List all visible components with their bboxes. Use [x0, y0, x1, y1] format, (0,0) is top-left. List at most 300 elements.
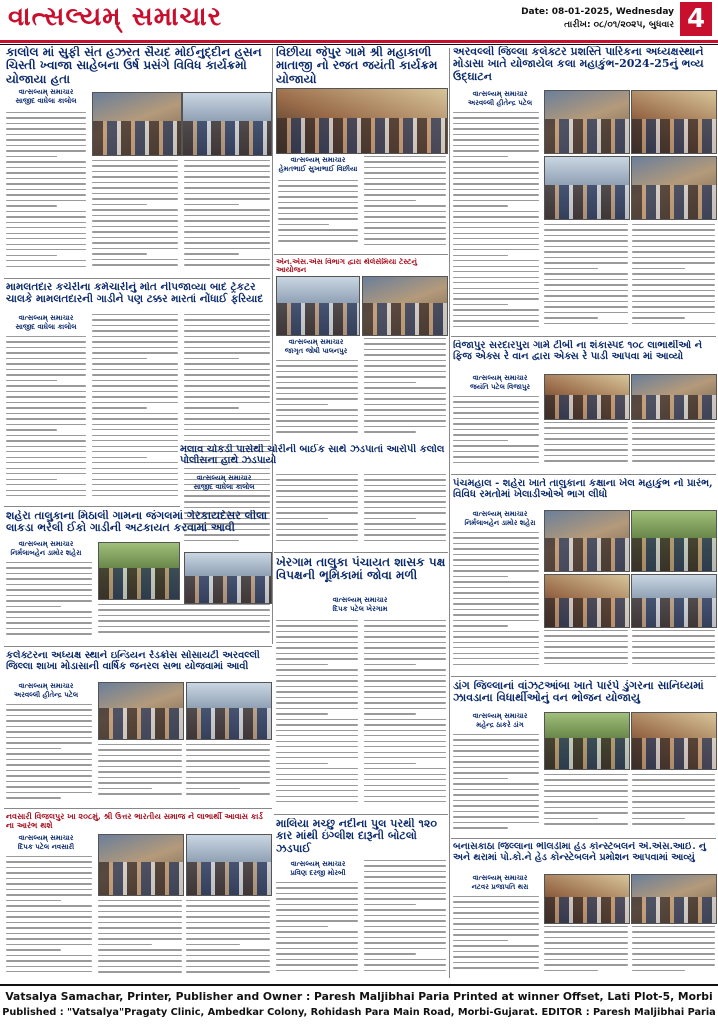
body-text-line	[364, 724, 446, 725]
body-text-line	[276, 490, 358, 491]
body-text-line	[453, 150, 539, 151]
article-byline: વાત્સલ્યમ્ સમાચાર સાજીદ વાઘેલા કાલોલ	[193, 474, 255, 491]
article-byline: વાત્સલ્યમ્ સમાચાર સાજીદ વાઘેલા કાલોલ	[15, 88, 77, 105]
body-text-line	[184, 176, 270, 177]
body-text-line	[364, 719, 446, 720]
body-text-line	[92, 490, 178, 491]
body-text-line	[6, 451, 86, 452]
body-text-line	[364, 708, 446, 709]
body-text-line	[6, 916, 92, 917]
body-text-line	[276, 752, 358, 753]
body-text-line	[186, 782, 270, 783]
body-text-line	[92, 204, 147, 205]
body-text-line	[364, 713, 416, 714]
body-text-line	[276, 409, 358, 410]
body-text-line	[6, 490, 86, 491]
body-text-line	[6, 418, 86, 419]
body-text-line	[453, 128, 539, 129]
body-text-line	[364, 485, 446, 486]
body-text-line	[92, 347, 178, 348]
body-text-line	[364, 244, 446, 245]
article-photo	[184, 552, 272, 604]
body-text-line	[98, 755, 182, 756]
body-text-line	[364, 675, 446, 676]
body-text-line	[6, 726, 92, 727]
body-text-line	[98, 782, 182, 783]
body-text-line	[92, 380, 178, 381]
body-text-line	[184, 231, 270, 232]
body-text-line	[453, 456, 539, 457]
body-text-line	[276, 937, 358, 938]
body-text-line	[6, 112, 86, 113]
body-text-line	[453, 194, 539, 195]
body-text-line	[276, 479, 358, 480]
body-text-line	[364, 189, 446, 190]
article-body	[6, 112, 86, 272]
body-text-line	[98, 911, 182, 912]
article-body	[278, 180, 358, 250]
body-text-line	[364, 909, 446, 910]
article-body	[98, 744, 182, 804]
body-text-line	[453, 822, 539, 823]
article-body	[186, 900, 270, 978]
body-text-line	[186, 766, 270, 767]
body-text-line	[184, 237, 270, 238]
body-text-line	[6, 878, 92, 879]
body-text-line	[6, 200, 86, 201]
body-text-line	[6, 922, 92, 923]
body-text-line	[364, 161, 446, 162]
article-body	[276, 474, 358, 548]
body-text-line	[276, 518, 328, 519]
article-body	[276, 620, 358, 810]
body-text-line	[544, 931, 628, 932]
body-text-line	[453, 134, 539, 135]
article-body	[453, 532, 539, 672]
body-text-line	[6, 960, 92, 961]
body-text-line	[92, 479, 178, 480]
body-text-line	[6, 249, 86, 250]
date-gujarati: તારીખ: ૦૮/૦૧/૨૦૨૫, બુધવાર	[564, 20, 674, 30]
body-text-line	[364, 529, 446, 530]
article-body	[544, 224, 628, 332]
body-text-line	[276, 485, 358, 486]
body-text-line	[6, 567, 92, 568]
body-text-line	[364, 178, 446, 179]
article-body	[632, 774, 715, 834]
body-text-line	[276, 768, 358, 769]
body-text-line	[276, 774, 358, 775]
body-text-line	[276, 540, 358, 541]
body-text-line	[98, 949, 182, 950]
body-text-line	[544, 937, 628, 938]
body-text-line	[6, 600, 92, 601]
body-text-line	[276, 730, 358, 731]
body-text-line	[6, 617, 92, 618]
article-body	[186, 744, 270, 804]
body-text-line	[184, 352, 270, 353]
body-text-line	[453, 896, 539, 897]
body-text-line	[6, 457, 86, 458]
body-text-line	[453, 745, 539, 746]
body-text-line	[276, 746, 358, 747]
body-text-line	[453, 587, 539, 588]
body-text-line	[364, 882, 446, 883]
body-text-line	[453, 156, 508, 157]
body-text-line	[276, 904, 358, 905]
body-text-line	[364, 200, 416, 201]
body-text-line	[276, 920, 358, 921]
body-text-line	[364, 796, 446, 797]
article-body	[184, 160, 270, 270]
body-text-line	[276, 757, 358, 758]
body-text-line	[632, 433, 715, 434]
article-separator	[274, 814, 448, 815]
article-headline: નવસારી વિજલપુર ખા ૨૦૮મું, શ્રી ઉત્તર ભારતીય સમાજ ને લાભાર્થી આવાસ કાર્ડ ના આરંભ થશે	[6, 812, 263, 830]
body-text-line	[184, 187, 270, 188]
body-text-line	[276, 882, 358, 883]
body-text-line	[6, 172, 86, 173]
body-text-line	[364, 620, 446, 621]
body-text-line	[6, 266, 86, 267]
article-headline: ડાંગ જિલ્લાનાં વાંઝટઆંબા ખાતે પારંપે ડુંગરના સાનિધ્યમાં ઝાવડાના વિધાર્થીઓનું વન ભોજન યોજાયુ	[453, 680, 704, 705]
body-text-line	[453, 434, 539, 435]
body-text-line	[632, 812, 715, 813]
article-headline: મલાવ ચોકડી પાસેથી ચોરીની બાઈક સાથે ઝડપાતાં આરોપી કલોલ પોલીસના હાથે ઝડપાયો	[180, 444, 445, 467]
body-text-line	[544, 796, 628, 797]
body-text-line	[92, 330, 178, 331]
body-text-line	[632, 807, 715, 808]
body-text-line	[276, 631, 358, 632]
body-text-line	[544, 268, 598, 269]
article-body	[632, 422, 715, 470]
body-text-line	[6, 150, 86, 151]
body-text-line	[98, 900, 182, 901]
article-body	[364, 474, 446, 548]
article-photo	[362, 276, 448, 336]
body-text-line	[364, 774, 446, 775]
body-text-line	[364, 735, 446, 736]
article-separator	[4, 646, 272, 647]
article-photo	[631, 90, 717, 154]
body-text-line	[364, 898, 446, 899]
body-text-line	[544, 641, 628, 642]
body-text-line	[92, 484, 178, 485]
article-photo	[631, 574, 717, 628]
article-byline: વાત્સલ્યમ્ સમાચાર જાગૃત જોષી પાલનપુર	[284, 338, 348, 355]
body-text-line	[544, 323, 628, 324]
body-text-line	[453, 396, 539, 397]
article-body	[544, 630, 628, 672]
article-headline: અરવલ્લી જિલ્લા કલેક્ટર પ્રશસ્તિ પારિકના અધ્યક્ષસ્થાને મોડાસા ખાતે યોજાયેલ કલા મહાકુંભ-2024-25નું ભવ્ય ઉદ્ઘાટન	[453, 46, 704, 83]
body-text-line	[364, 523, 446, 524]
body-text-line	[632, 229, 715, 230]
body-text-line	[453, 412, 539, 413]
body-text-line	[453, 167, 539, 168]
body-text-line	[276, 507, 358, 508]
body-text-line	[184, 336, 270, 337]
body-text-line	[364, 172, 446, 173]
article-body	[632, 224, 715, 332]
body-text-line	[453, 761, 539, 762]
page-number: 4	[680, 2, 712, 36]
body-text-line	[544, 224, 628, 225]
body-text-line	[364, 653, 446, 654]
masthead	[0, 0, 718, 40]
body-text-line	[6, 955, 92, 956]
body-text-line	[186, 793, 270, 794]
body-text-line	[184, 319, 270, 320]
body-text-line	[364, 631, 446, 632]
body-text-line	[92, 336, 178, 337]
body-text-line	[364, 942, 446, 943]
body-text-line	[6, 227, 86, 228]
body-text-line	[276, 887, 358, 888]
body-text-line	[184, 242, 270, 243]
body-text-line	[632, 964, 715, 965]
body-text-line	[184, 424, 270, 425]
body-text-line	[6, 260, 86, 261]
body-text-line	[364, 937, 446, 938]
body-text-line	[6, 238, 86, 239]
body-text-line	[6, 341, 86, 342]
body-text-line	[276, 915, 358, 916]
article-headline: મામલતદાર કચેરીના કર્મચારીનું મોત નીપજાવ્યા બાદ ટ્રેકટર ચાલકે મામલતદારની ગાડીને પણ ટક્કર મારતાં નોંધાઈ ફરિયાદ	[6, 282, 264, 305]
body-text-line	[453, 183, 539, 184]
body-text-line	[276, 647, 358, 648]
body-text-line	[276, 948, 358, 949]
article-headline: વિછીયા જેપુર ગામે શ્રી મહાકાળી માતાજી નો રજત જયંતી કાર્યક્રમ યોજાયો	[276, 46, 438, 86]
body-text-line	[364, 404, 446, 405]
body-text-line	[186, 960, 270, 961]
body-text-line	[92, 253, 147, 254]
body-text-line	[453, 800, 539, 801]
article-headline: ખેરગામ તાલુકા પંચાયત શાસક પક્ષ વિપક્ષની ભૂમિકામાં જોવા મળી	[276, 556, 446, 583]
body-text-line	[544, 295, 628, 296]
body-text-line	[276, 796, 358, 797]
body-text-line	[364, 790, 446, 791]
body-text-line	[364, 680, 446, 681]
body-text-line	[453, 293, 539, 294]
body-text-line	[276, 735, 358, 736]
body-text-line	[364, 741, 446, 742]
body-text-line	[364, 507, 446, 508]
body-text-line	[184, 440, 270, 441]
body-text-line	[453, 537, 539, 538]
body-text-line	[544, 646, 628, 647]
body-text-line	[98, 955, 182, 956]
body-text-line	[6, 731, 92, 732]
body-text-line	[276, 398, 358, 399]
body-text-line	[364, 233, 446, 234]
body-text-line	[186, 749, 270, 750]
body-text-line	[276, 371, 358, 372]
body-text-line	[364, 398, 446, 399]
body-text-line	[453, 548, 539, 549]
body-text-line	[6, 161, 86, 162]
body-text-line	[276, 625, 358, 626]
body-text-line	[364, 865, 446, 866]
body-text-line	[6, 391, 86, 392]
body-text-line	[632, 652, 715, 653]
body-text-line	[186, 966, 270, 967]
body-text-line	[453, 636, 539, 637]
body-text-line	[632, 959, 715, 960]
body-text-line	[6, 584, 92, 585]
body-text-line	[184, 253, 239, 254]
body-text-line	[544, 229, 628, 230]
body-text-line	[276, 426, 358, 427]
body-text-line	[6, 446, 86, 447]
body-text-line	[98, 631, 270, 632]
body-text-line	[453, 631, 539, 632]
body-text-line	[6, 595, 92, 596]
article-separator	[4, 278, 270, 279]
article-photo	[276, 88, 448, 154]
body-text-line	[453, 929, 539, 930]
body-text-line	[276, 496, 358, 497]
body-text-line	[453, 614, 539, 615]
body-text-line	[453, 789, 539, 790]
body-text-line	[276, 642, 358, 643]
body-text-line	[544, 427, 628, 428]
body-text-line	[6, 255, 57, 256]
body-text-line	[6, 167, 86, 168]
body-text-line	[6, 578, 92, 579]
body-text-line	[453, 653, 539, 654]
body-text-line	[184, 507, 270, 508]
body-text-line	[276, 953, 358, 954]
body-text-line	[92, 391, 178, 392]
body-text-line	[6, 764, 92, 765]
body-text-line	[364, 871, 446, 872]
body-text-line	[92, 402, 178, 403]
body-text-line	[632, 931, 715, 932]
body-text-line	[6, 889, 92, 890]
body-text-line	[544, 818, 598, 819]
body-text-line	[6, 244, 86, 245]
body-text-line	[6, 944, 92, 945]
body-text-line	[276, 636, 358, 637]
body-text-line	[364, 642, 446, 643]
body-text-line	[453, 625, 508, 626]
body-text-line	[364, 156, 446, 157]
body-text-line	[453, 901, 539, 902]
body-text-line	[453, 739, 539, 740]
body-text-line	[6, 385, 86, 386]
body-text-line	[6, 211, 86, 212]
body-text-line	[632, 279, 715, 280]
body-text-line	[544, 926, 628, 927]
body-text-line	[453, 326, 539, 327]
body-text-line	[453, 288, 539, 289]
body-text-line	[92, 242, 178, 243]
body-text-line	[92, 171, 178, 172]
article-headline: બનાસકાંઠા જિલ્લાના ભીલડીમાં હેડ કોન્સ્ટેબલને એ.એસ.આઈ. નું અને થરામાં પો.કો.ને હેડ કોન્સ્ટેબલને પ્રમોશન આપવામાં આવ્યું	[453, 842, 707, 863]
body-text-line	[92, 413, 178, 414]
body-text-line	[98, 749, 182, 750]
article-photo	[98, 682, 184, 740]
article-photo	[631, 510, 717, 572]
body-text-line	[453, 112, 539, 113]
body-text-line	[6, 872, 92, 873]
body-text-line	[98, 760, 182, 761]
body-text-line	[364, 931, 446, 932]
body-text-line	[453, 816, 539, 817]
body-text-line	[98, 626, 270, 627]
article-byline: વાત્સલ્યમ્ સમાચાર નિર્મલાબહેન ડામોર શહેરા	[10, 540, 82, 557]
body-text-line	[453, 918, 539, 919]
body-text-line	[276, 474, 358, 475]
body-text-line	[186, 777, 270, 778]
body-text-line	[364, 382, 416, 383]
body-text-line	[92, 446, 178, 447]
article-body	[6, 704, 92, 804]
body-text-line	[6, 479, 57, 480]
body-text-line	[92, 226, 178, 227]
body-text-line	[6, 633, 92, 634]
body-text-line	[6, 792, 92, 793]
article-photo	[631, 156, 717, 220]
date-english: Date: 08-01-2025, Wednesday	[521, 7, 674, 17]
body-text-line	[364, 183, 446, 184]
body-text-line	[364, 360, 446, 361]
body-text-line	[364, 409, 446, 410]
body-text-line	[92, 358, 147, 359]
body-text-line	[453, 592, 539, 593]
body-text-line	[453, 401, 539, 402]
body-text-line	[184, 380, 270, 381]
body-text-line	[6, 183, 86, 184]
body-text-line	[453, 304, 508, 305]
body-text-line	[278, 240, 358, 241]
body-text-line	[92, 352, 178, 353]
body-text-line	[92, 259, 178, 260]
body-text-line	[6, 759, 92, 760]
body-text-line	[6, 374, 86, 375]
body-text-line	[6, 861, 92, 862]
body-text-line	[6, 134, 86, 135]
body-text-line	[6, 720, 92, 721]
body-text-line	[453, 211, 539, 212]
body-text-line	[544, 455, 628, 456]
body-text-line	[453, 255, 508, 256]
body-text-line	[632, 779, 715, 780]
body-text-line	[632, 301, 715, 302]
body-text-line	[453, 161, 539, 162]
article-photo	[544, 874, 630, 924]
body-text-line	[92, 396, 178, 397]
body-text-line	[364, 194, 446, 195]
body-text-line	[278, 185, 358, 186]
body-text-line	[453, 189, 539, 190]
body-text-line	[364, 691, 446, 692]
article-photo	[98, 542, 180, 600]
body-text-line	[92, 248, 178, 249]
body-text-line	[364, 431, 416, 432]
body-text-line	[6, 856, 92, 857]
body-text-line	[184, 193, 270, 194]
body-text-line	[184, 330, 270, 331]
body-text-line	[92, 341, 178, 342]
masthead-rule-thin	[0, 44, 718, 45]
article-body	[632, 926, 715, 978]
article-photo	[182, 92, 272, 156]
body-text-line	[632, 646, 715, 647]
body-text-line	[632, 823, 715, 824]
body-text-line	[276, 741, 358, 742]
body-text-line	[453, 139, 539, 140]
